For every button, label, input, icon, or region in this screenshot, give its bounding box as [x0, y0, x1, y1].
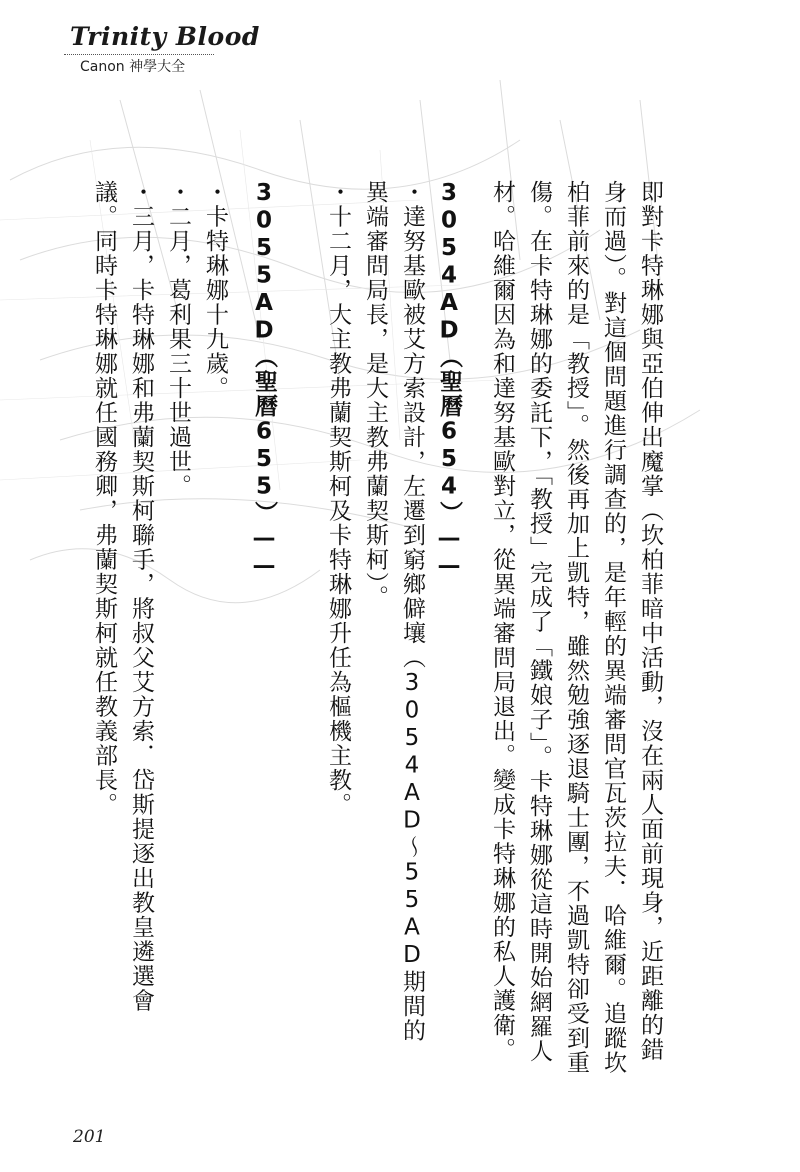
text-column-7: ・達努基歐被艾方索設計，左遷到窮鄉僻壤（3054AD～55AD期間的	[399, 180, 425, 1043]
book-title: Trinity Blood	[70, 22, 260, 51]
book-header	[70, 22, 260, 76]
text-column-8: 異端審問局長，是大主教弗蘭契斯柯）。	[362, 180, 388, 610]
text-column-3: 柏菲前來的是「教授」。然後再加上凱特，雖然勉強逐退騎士團，不過凱特卻受到重	[563, 180, 589, 1075]
text-column-4: 傷。在卡特琳娜的委託下，「教授」完成了「鐵娘子」。卡特琳娜從這時開始網羅人	[526, 180, 552, 1064]
text-column-11: ・卡特琳娜十九歲。	[202, 180, 228, 401]
text-column-13: ・三月，卡特琳娜和弗蘭契斯柯聯手，將叔父艾方索．岱斯提逐出教皇遴選會	[128, 180, 154, 1013]
text-column-5: 材。哈維爾因為和達努基歐對立，從異端審問局退出。變成卡特琳娜的私人護衛。	[489, 180, 515, 1062]
text-column-9: ・十二月，大主教弗蘭契斯柯及卡特琳娜升任為樞機主教。	[325, 180, 351, 817]
page-number: 201	[73, 1127, 106, 1147]
text-column-2: 身而過）。對這個問題進行調查的，是年輕的異端審問官瓦茨拉夫．哈維爾。追蹤坎	[600, 180, 626, 1075]
book-subtitle: Canon 神學大全	[80, 59, 186, 75]
section-heading-3054: 3054AD（聖曆654）——	[436, 180, 462, 581]
text-column-12: ・二月，葛利果三十世過世。	[165, 180, 191, 499]
text-column-1: 即對卡特琳娜與亞伯伸出魔掌（坎柏菲暗中活動，沒在兩人面前現身，近距離的錯	[637, 180, 663, 1062]
header-divider	[64, 54, 214, 55]
text-column-14: 議。同時卡特琳娜就任國務卿，弗蘭契斯柯就任教義部長。	[91, 180, 117, 817]
section-heading-3055: 3055AD（聖曆655）——	[251, 180, 277, 581]
